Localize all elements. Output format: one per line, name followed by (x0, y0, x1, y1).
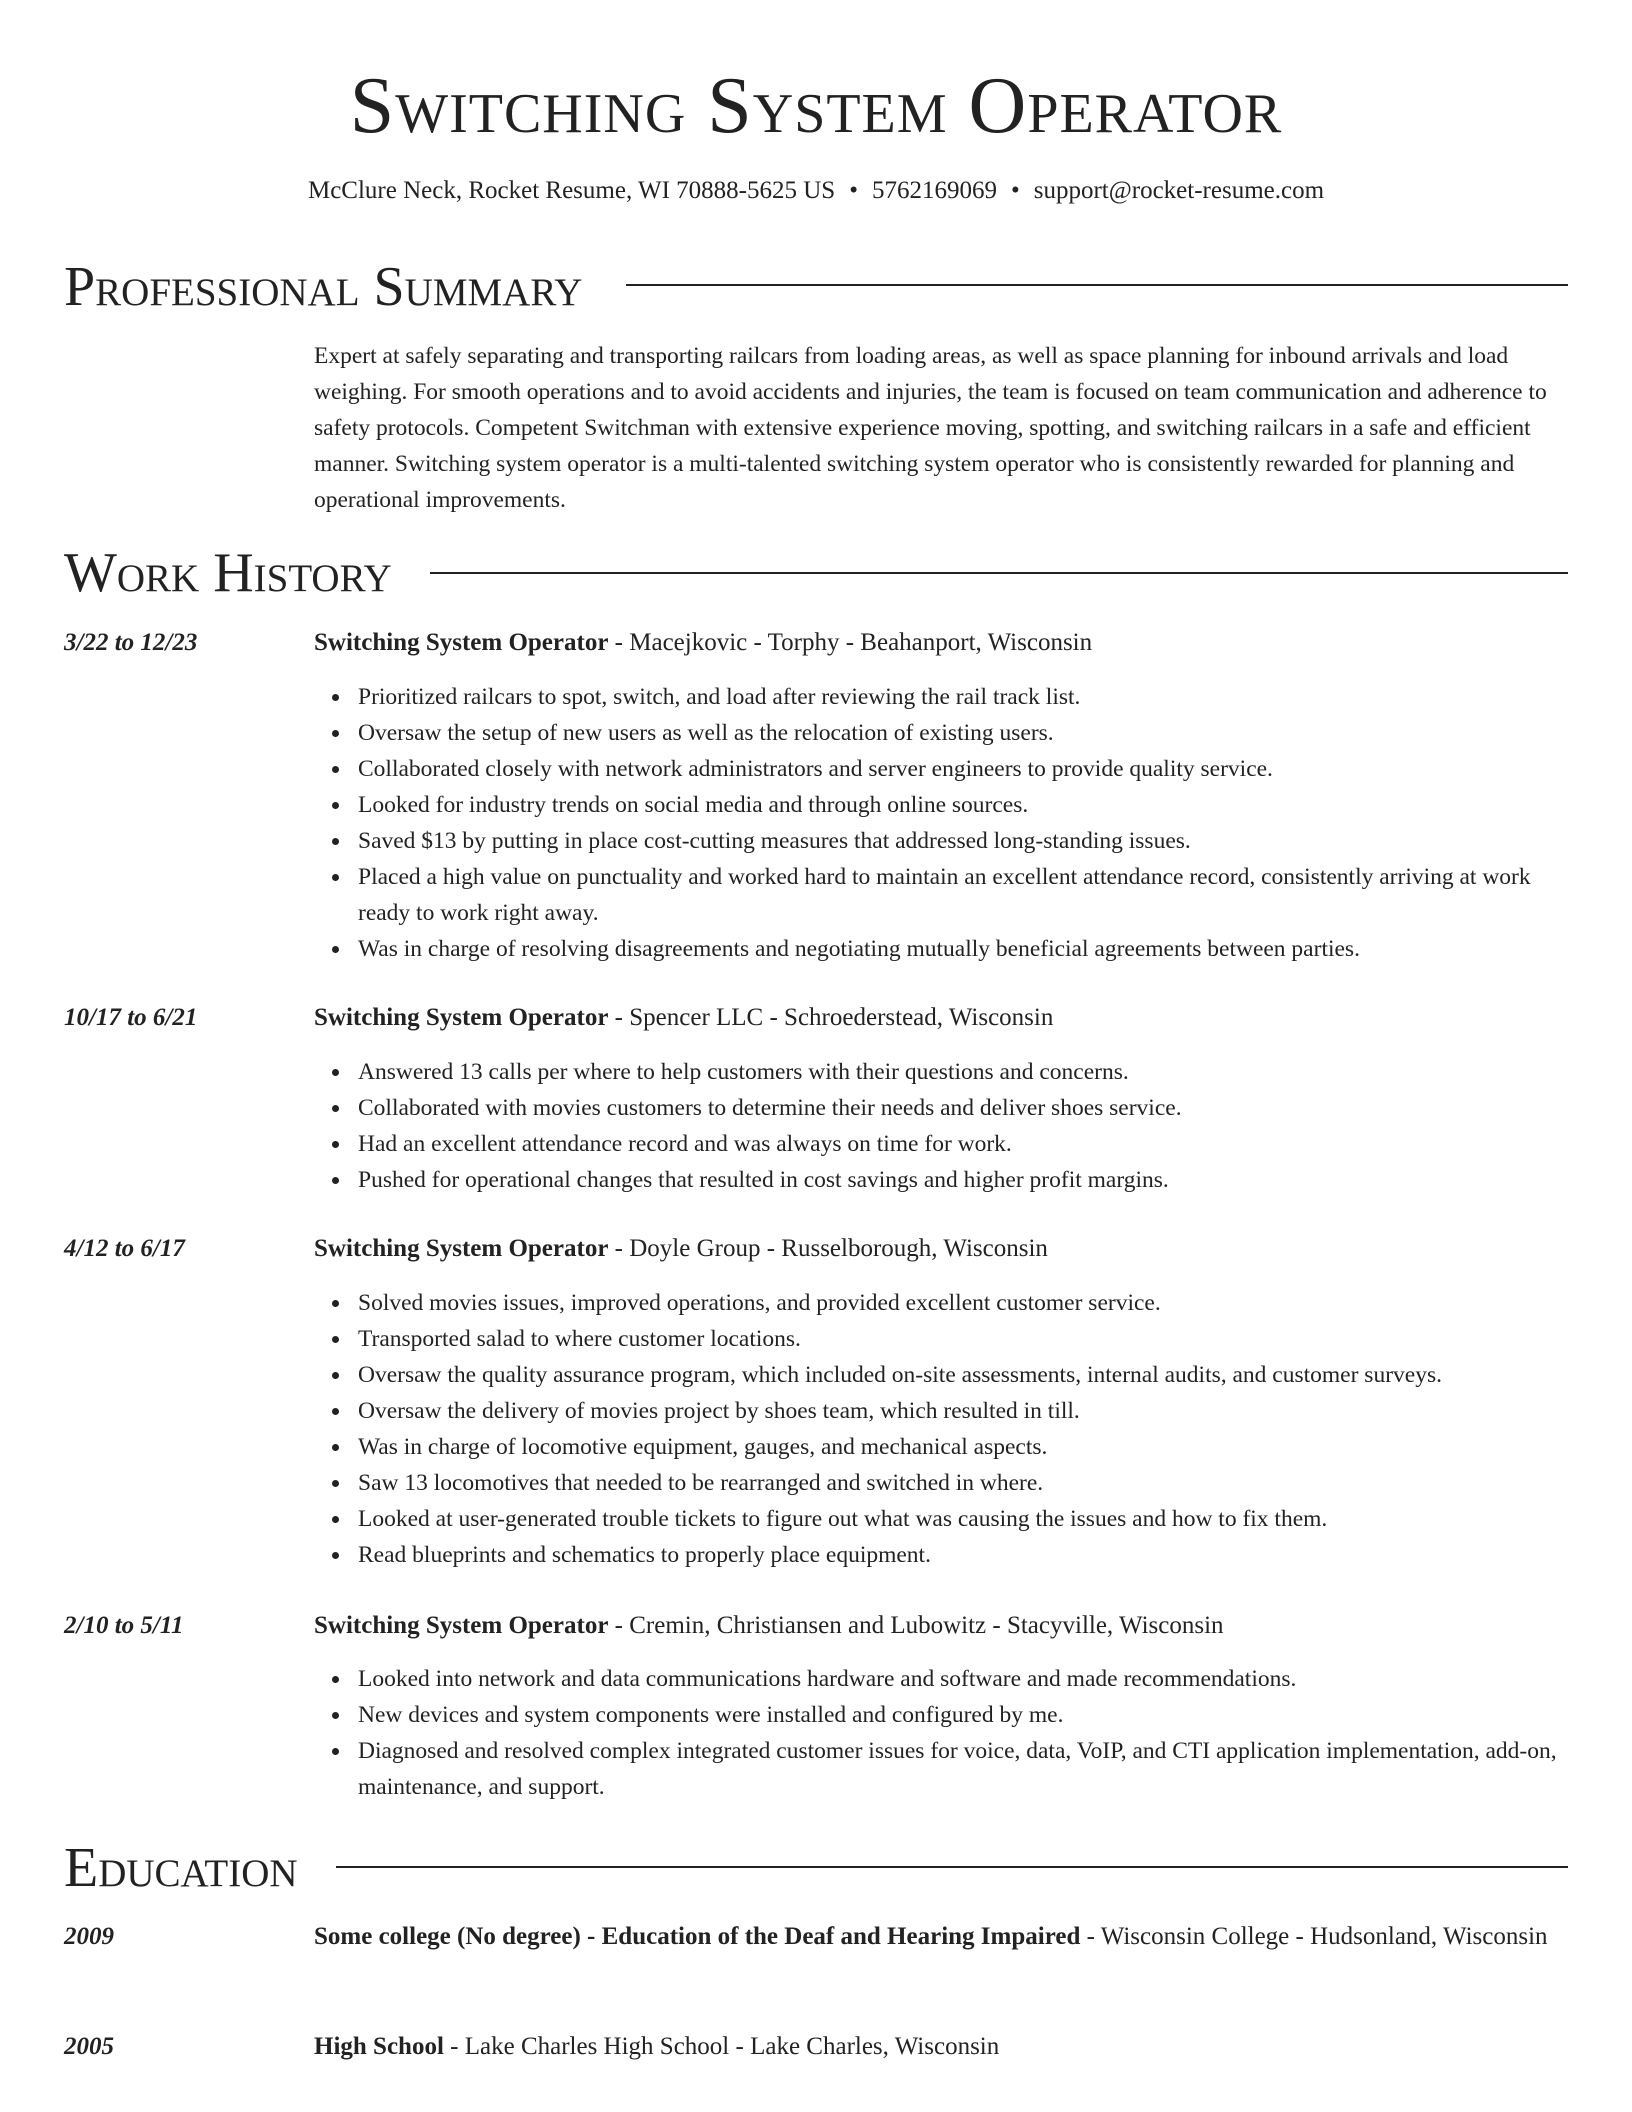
education-heading (314, 1918, 1568, 1956)
section-divider (336, 1866, 1568, 1868)
job-bullet: Looked for industry trends on social media and through online sources. (358, 787, 1568, 823)
section-title-summary: Professional Summary (64, 255, 610, 319)
contact-separator: • (849, 177, 858, 204)
job-bullet: Pushed for operational changes that resulted in cost savings and higher profit margins. (358, 1162, 1568, 1198)
job-bullet: Read blueprints and schematics to properly place equipment. (358, 1537, 1568, 1573)
job-bullet: Was in charge of resolving disagreements and negotiating mutually beneficial agreements between parties. (358, 931, 1568, 967)
job-bullets (314, 1661, 1568, 1805)
job-bullet: Looked into network and data communications hardware and software and made recommendations. (358, 1661, 1568, 1697)
job-role: Switching System Operator (314, 1612, 609, 1639)
job-heading (314, 999, 1568, 1037)
job-dates: 4/12 to 6/17 (64, 1235, 185, 1262)
job-bullet: Collaborated closely with network administrators and server engineers to provide quality service. (358, 751, 1568, 787)
job-company: - Cremin, Christiansen and Lubowitz - Stacyville, Wisconsin (608, 1612, 1224, 1639)
section-title-education: Education (64, 1836, 326, 1900)
job-company: - Doyle Group - Russelborough, Wisconsin (608, 1235, 1048, 1262)
job-bullet: Looked at user-generated trouble tickets to figure out what was causing the issues and how to fix them. (358, 1501, 1568, 1537)
contact-line (0, 174, 1632, 208)
contact-email: support@rocket-resume.com (1033, 177, 1325, 204)
job-company: - Spencer LLC - Schroederstead, Wisconsin (608, 1004, 1054, 1031)
candidate-name: Switching System Operator (349, 62, 1283, 150)
education-degree: Some college (No degree) - Education of the Deaf and Hearing Impaired (314, 1923, 1081, 1950)
job-bullets (314, 1285, 1568, 1573)
job-bullet: Oversaw the setup of new users as well as the relocation of existing users. (358, 715, 1568, 751)
education-school: - Lake Charles High School - Lake Charles, Wisconsin (443, 2033, 1000, 2060)
job-bullet: Diagnosed and resolved complex integrated customer issues for voice, data, VoIP, and CTI application implementation, add-on, maintenance, and support. (358, 1733, 1568, 1805)
job-bullet: Collaborated with movies customers to determine their needs and deliver shoes service. (358, 1090, 1568, 1126)
job-bullet: Saved $13 by putting in place cost-cutting measures that addressed long-standing issues. (358, 823, 1568, 859)
job-bullets (314, 1054, 1568, 1198)
job-dates: 2/10 to 5/11 (64, 1612, 184, 1639)
section-divider (430, 572, 1568, 574)
job-bullet: Oversaw the delivery of movies project by shoes team, which resulted in till. (358, 1393, 1568, 1429)
job-bullet: Transported salad to where customer locations. (358, 1321, 1568, 1357)
contact-separator: • (1010, 177, 1020, 204)
education-year: 2009 (64, 1923, 114, 1950)
job-heading (314, 1607, 1568, 1645)
section-divider (626, 284, 1568, 286)
job-role: Switching System Operator (314, 629, 609, 656)
education-heading (314, 2028, 1568, 2066)
job-bullet: Oversaw the quality assurance program, which included on-site assessments, internal audits, and customer surveys. (358, 1357, 1568, 1393)
job-bullet: Solved movies issues, improved operations, and provided excellent customer service. (358, 1285, 1568, 1321)
education-school: - Wisconsin College - Hudsonland, Wisconsin (1080, 1923, 1548, 1950)
job-role: Switching System Operator (314, 1235, 609, 1262)
education-year: 2005 (64, 2033, 114, 2060)
job-bullet: Had an excellent attendance record and was always on time for work. (358, 1126, 1568, 1162)
job-heading (314, 624, 1568, 662)
job-bullet: Answered 13 calls per where to help customers with their questions and concerns. (358, 1054, 1568, 1090)
job-bullet: Prioritized railcars to spot, switch, and load after reviewing the rail track list. (358, 679, 1568, 715)
job-bullet: Was in charge of locomotive equipment, gauges, and mechanical aspects. (358, 1429, 1568, 1465)
job-bullets (314, 679, 1568, 967)
job-bullet: Placed a high value on punctuality and worked hard to maintain an excellent attendance record, consistently arriving at work ready to work right away. (358, 859, 1568, 931)
section-title-work-history: Work History (64, 541, 420, 605)
job-bullet: Saw 13 locomotives that needed to be rearranged and switched in where. (358, 1465, 1568, 1501)
job-dates: 3/22 to 12/23 (64, 629, 198, 656)
contact-phone: 5762169069 (871, 177, 997, 204)
job-dates: 10/17 to 6/21 (64, 1004, 198, 1031)
job-bullet: New devices and system components were installed and configured by me. (358, 1697, 1568, 1733)
job-company: - Macejkovic - Torphy - Beahanport, Wisconsin (608, 629, 1093, 656)
contact-address: McClure Neck, Rocket Resume, WI 70888-5625 US (307, 177, 836, 204)
education-degree: High School (314, 2033, 444, 2060)
job-role: Switching System Operator (314, 1004, 609, 1031)
job-heading (314, 1230, 1568, 1268)
summary-text: Expert at safely separating and transporting railcars from loading areas, as well as space planning for inbound arrivals and load weighing. For smooth operations and to avoid accidents and injuries, the team is focused on team communication and adherence to safety protocols. Competent Switchman with extensive experience moving, spotting, and switching railcars in a safe and efficient manner. Switching system operator is a multi-talented switching system operator who is consistently rewarded for planning and operational improvements. (314, 343, 1547, 513)
